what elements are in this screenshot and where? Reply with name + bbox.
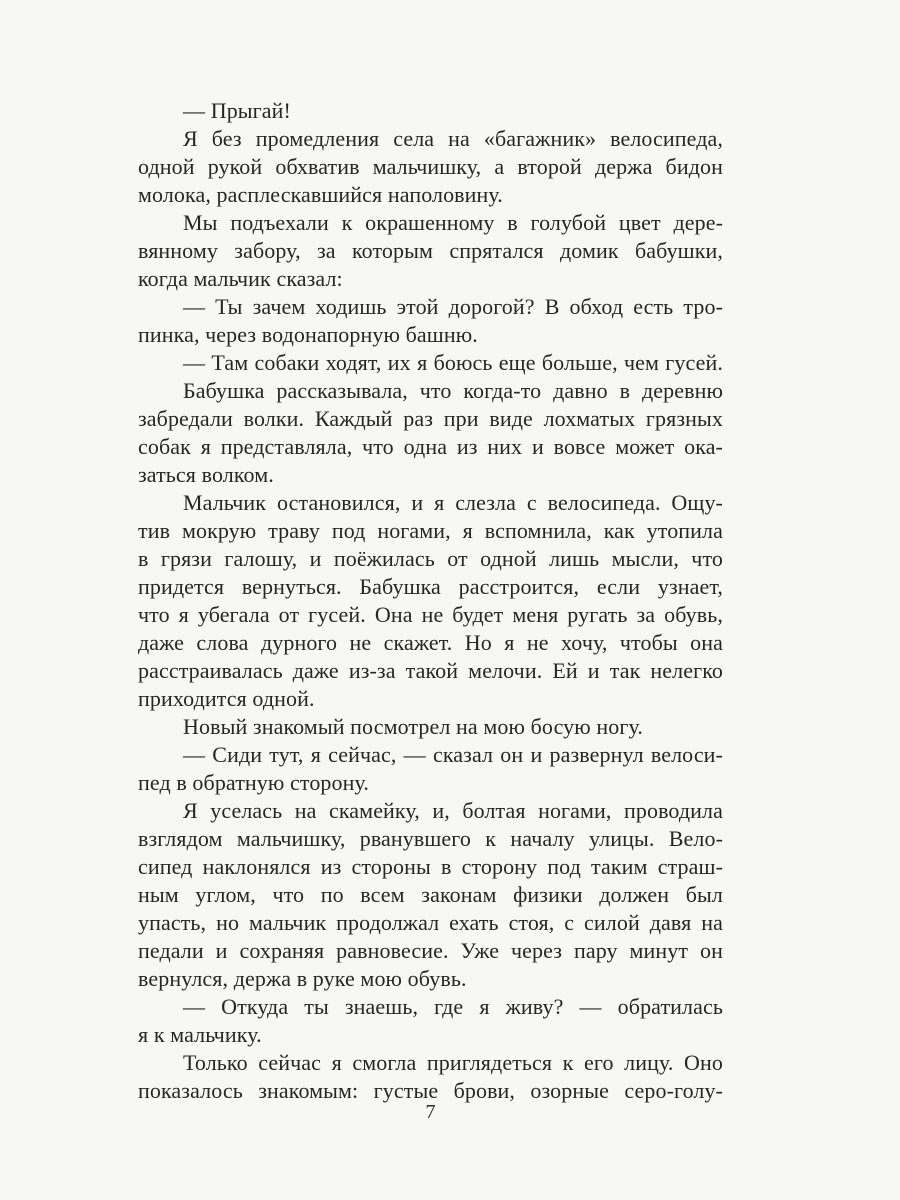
page-number: 7 <box>425 1101 436 1123</box>
text-line: — Сиди тут, я сейчас, — сказал он и развернул велоси- <box>183 742 723 767</box>
text-line: забредали волки. Каждый раз при виде лохматых грязных <box>138 406 723 431</box>
text-line: тив мокрую траву под ногами, я вспомнила, как утопила <box>138 518 723 543</box>
text-line: Я уселась на скамейку, и, болтая ногами, проводила <box>183 798 723 823</box>
text-line: приходится одной. <box>138 686 315 711</box>
page-text <box>138 97 723 1105</box>
text-line: Мы подъехали к окрашенному в голубой цвет дере- <box>183 210 723 235</box>
text-line: заться волком. <box>138 462 274 487</box>
text-line: вернулся, держа в руке мою обувь. <box>138 966 467 991</box>
text-line: — Там собаки ходят, их я боюсь еще больше, чем гусей. <box>183 350 723 375</box>
text-line: сипед наклонялся из стороны в сторону под таким страш- <box>138 854 723 879</box>
text-line: расстраивалась даже из-за такой мелочи. Ей и так нелегко <box>138 658 723 683</box>
text-line: вянному забору, за которым спрятался домик бабушки, <box>138 238 723 263</box>
text-line: Бабушка рассказывала, что когда-то давно в деревню <box>183 378 723 403</box>
text-line: упасть, но мальчик продолжал ехать стоя, с силой давя на <box>138 910 723 935</box>
text-line: — Откуда ты знаешь, где я живу? — обратилась <box>183 994 723 1019</box>
text-line: что я убегала от гусей. Она не будет меня ругать за обувь, <box>138 602 723 627</box>
text-line: молока, расплескавшийся наполовину. <box>138 182 503 207</box>
text-line: когда мальчик сказал: <box>138 266 343 291</box>
text-line: собак я представляла, что одна из них и вовсе может ока- <box>138 434 723 459</box>
text-line: Мальчик остановился, и я слезла с велосипеда. Ощу- <box>183 490 723 515</box>
text-line: придется вернуться. Бабушка расстроится, если узнает, <box>138 574 723 599</box>
text-line: даже слова дурного не скажет. Но я не хочу, чтобы она <box>138 630 723 655</box>
text-line: — Прыгай! <box>183 98 291 123</box>
text-line: пед в обратную сторону. <box>138 770 370 795</box>
text-line: Только сейчас я смогла приглядеться к его лицу. Оно <box>183 1050 723 1075</box>
text-line: одной рукой обхватив мальчишку, а второй держа бидон <box>138 154 723 179</box>
text-line: Новый знакомый посмотрел на мою босую ногу. <box>183 714 643 739</box>
text-line: — Ты зачем ходишь этой дорогой? В обход есть тро- <box>183 294 723 319</box>
text-line: я к мальчику. <box>138 1022 262 1047</box>
text-line: Я без промедления села на «багажник» велосипеда, <box>183 126 723 151</box>
text-line: пинка, через водонапорную башню. <box>138 322 478 347</box>
text-line: педали и сохраняя равновесие. Уже через пару минут он <box>138 938 723 963</box>
text-line: показалось знакомым: густые брови, озорные серо-голу- <box>138 1078 723 1103</box>
text-line: ным углом, что по всем законам физики должен был <box>138 882 723 907</box>
text-line: взглядом мальчишку, рванувшего к началу улицы. Вело- <box>138 826 723 851</box>
text-line: в грязи галошу, и поёжилась от одной лишь мысли, что <box>138 546 723 571</box>
